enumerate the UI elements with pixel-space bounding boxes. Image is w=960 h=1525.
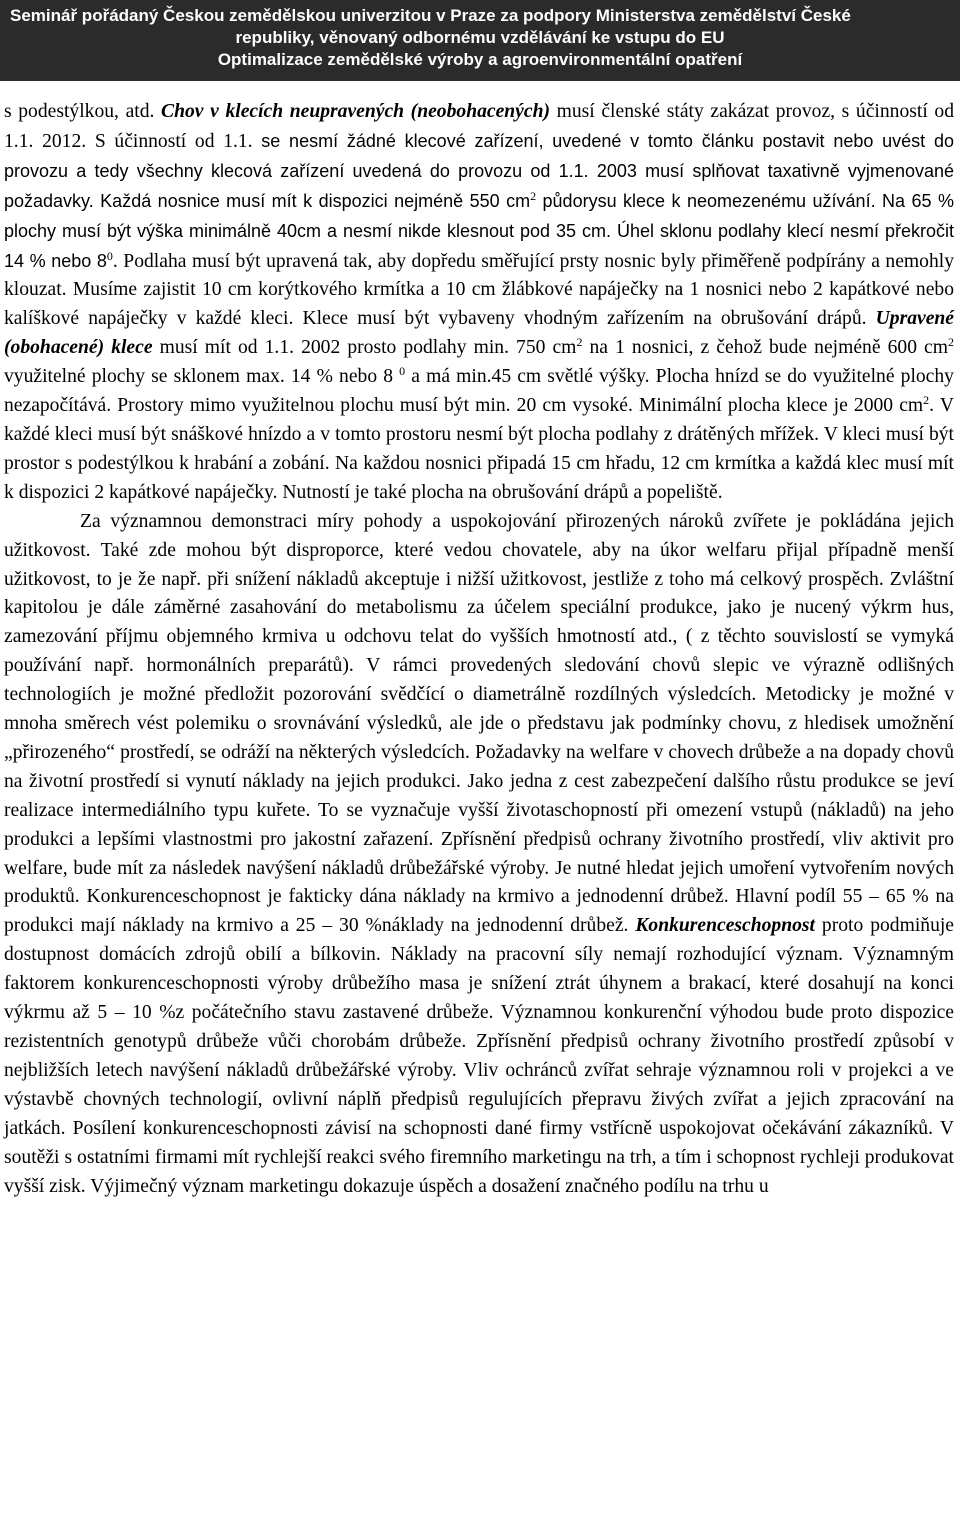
text-run: s podestýlkou, atd.: [4, 101, 162, 122]
text-run: a má min.45 cm světlé výšky. Plocha hnízd se do využitelné plochy nezapočítává. Prostory mimo využitelnou plochu musí být min. 20 cm vysoké. Minimální plocha klece je 2000 cm: [4, 366, 954, 417]
text-run: . Podlaha musí být upravená tak, aby dopředu směřující prsty nosnic byly přiměřeně podpírány a nemohly klouzat. Musíme zajistit 10 cm korýtkového krmítka a 10 cm žlábkové napáječky na 1 nosnici nebo 2 kapátkové nebo kalíškové napáječky v každé kleci. Klece musí být vybaveny vhodným zařízením na obrušování drápů.: [4, 250, 954, 330]
header-line-1: Seminář pořádaný Českou zemědělskou univerzitou v Praze za podpory Ministerstva zemědělství České: [10, 6, 851, 25]
superscript: 2: [530, 188, 537, 203]
superscript: 2: [923, 393, 930, 408]
paragraph-1: [4, 98, 954, 508]
document-body: [4, 98, 954, 1201]
text-run: se nesmí žádné klecové zařízení, uvedené v tomto článku postavit nebo uvést do provozu a tedy všechny klecová zařízení uvedená do provozu od 1.1. 2003 musí splňovat taxativně vyjmenované požadavky.: [4, 130, 954, 211]
superscript: 0: [106, 248, 113, 263]
emphasis-cages-unmodified: Chov v klecích neupravených (neobohacených): [161, 101, 550, 122]
emphasis-competitiveness: Konkurenceschopnost: [635, 915, 815, 937]
seminar-header: [0, 0, 960, 81]
superscript: 2: [948, 335, 954, 350]
text-run: musí mít od 1.1. 2002 prosto podlahy min. 750 cm: [152, 337, 577, 359]
text-run: musí členské státy zakázat provoz, s účinností od 1.1. 2012. S účinností od 1.1.: [4, 101, 954, 152]
text-run: půdorysu klece k neomezenému užívání. Na 65 % plochy musí být výška minimálně 40cm a nesmí nikde klesnout pod 35 cm. Úhel sklonu podlahy klecí nesmí překročit 14 % nebo 8: [4, 190, 954, 271]
paragraph-2: [4, 508, 954, 1202]
text-run: Každá nosnice musí mít k dispozici nejméně 550 cm: [93, 190, 531, 211]
superscript: 2: [576, 335, 583, 350]
text-run: proto podmiňuje dostupnost domácích zdrojů obilí a bílkovin. Náklady na pracovní síly nemají rozhodující význam. Významným faktorem konkurenceschopnosti výroby drůbežího masa je snížení ztrát úhynem a brakací, které dosahují na konci výkrmu až 5 – 10 %z počátečního stavu zastavené drůbeže. Významnou konkurenční výhodou bude proto dispozice rezistentních genotypů drůbeže vůči chorobám drůbeže. Zpřísnění předpisů ochrany životního prostředí způsobí v nejbližších letech navýšení nákladů drůbežářské výroby. Vliv ochránců zvířat sehraje významnou roli v projekci a ve výstavbě chovných technologií, ovlivní náplň předpisů regulujících přepravu živých zvířat a jejich zpracování na jatkách. Posílení konkurenceschopnosti závisí na schopnosti dané firmy vstřícně uspokojovat očekávání zákazníků. V soutěži s ostatními firmami mít rychlejší reakci svého firemního marketingu na trh, a tím i schopnost rychleji produkovat vyšší zisk. Výjimečný význam marketingu dokazuje úspěch a dosažení značného podílu na trhu u: [4, 915, 955, 1197]
text-run: využitelné plochy se sklonem max. 14 % nebo 8: [4, 366, 400, 388]
text-run: . V každé kleci musí být snáškové hnízdo a v tomto prostoru nesmí být plocha podlahy z drátěných mřížek. V kleci musí být prostor s podestýlkou k hrabání a zobání. Na každou nosnici připadá 15 cm hřadu, 12 cm krmítka a každá klec musí mít k dispozici 2 kapátkové napáječky. Nutností je také plocha na obrušování drápů a popeliště.: [4, 395, 954, 503]
text-run: na 1 nosnici, z čehož bude nejméně 600 cm: [582, 337, 948, 359]
header-line-3: Optimalizace zemědělské výroby a agroenvironmentální opatření: [217, 50, 743, 69]
text-run: Za významnou demonstraci míry pohody a uspokojování přirozených nároků zvířete je pokládána jejich užitkovost. Také zde mohou být disproporce, které vedou chovatele, aby na úkor welfaru přijal případně menší užitkovost, to je že např. při snížení nákladů akceptuje i nižší užitkovost, jestliže z toho má celkový prospěch. Zvláštní kapitolou je dále záměrné zasahování do metabolismu za účelem speciální produkce, jako je nucený výkrm hus, zamezování příjmu objemného krmiva u odchovu telat do vyšších hmotností atd., ( z těchto souvislostí se vymyká používání např. hormonálních preparátů). V rámci provedených sledování chovů slepic ve výrazně odlišných technologiích je možné předložit pozorování svědčící o diametrálně rozdílných výsledcích. Metodicky je možné v mnoha směrech vést polemiku o srovnávání výsledků, ale jde o představu jak podmínky chovu, z hledisek umožnění „přirozeného“ prostředí, se odráží na některých výsledcích. Požadavky na welfare v chovech drůbeže a na dopady chovů na životní prostředí si vynutí náklady na jejich produkci. Jako jedna z cest zabezpečení dalšího růstu produkce se jeví realizace intermediálního typu kuřete. To se vyznačuje vyšší životaschopností při omezení vstupů (nákladů) na jeho produkci a lepšími vlastnostmi pro jakostní zařazení. Zpřísnění předpisů ochrany životního prostředí, vliv aktivit pro welfare, bude mít za následek navýšení nákladů drůbežářské výroby. Je nutné hledat jejich umoření vytvořením nových produktů. Konkurenceschopnost je fakticky dána náklady na krmivo a jednodenní drůbež. Hlavní podíl 55 – 65 % na produkci mají náklady na krmivo a 25 – 30 %náklady na jednodenní drůbež.: [4, 510, 954, 937]
header-line-2: republiky, věnovaný odbornému vzdělávání ke vstupu do EU: [235, 28, 725, 47]
emphasis-cages-enriched: Upravené (obohacené) klece: [4, 308, 954, 359]
superscript: 0: [399, 364, 406, 379]
